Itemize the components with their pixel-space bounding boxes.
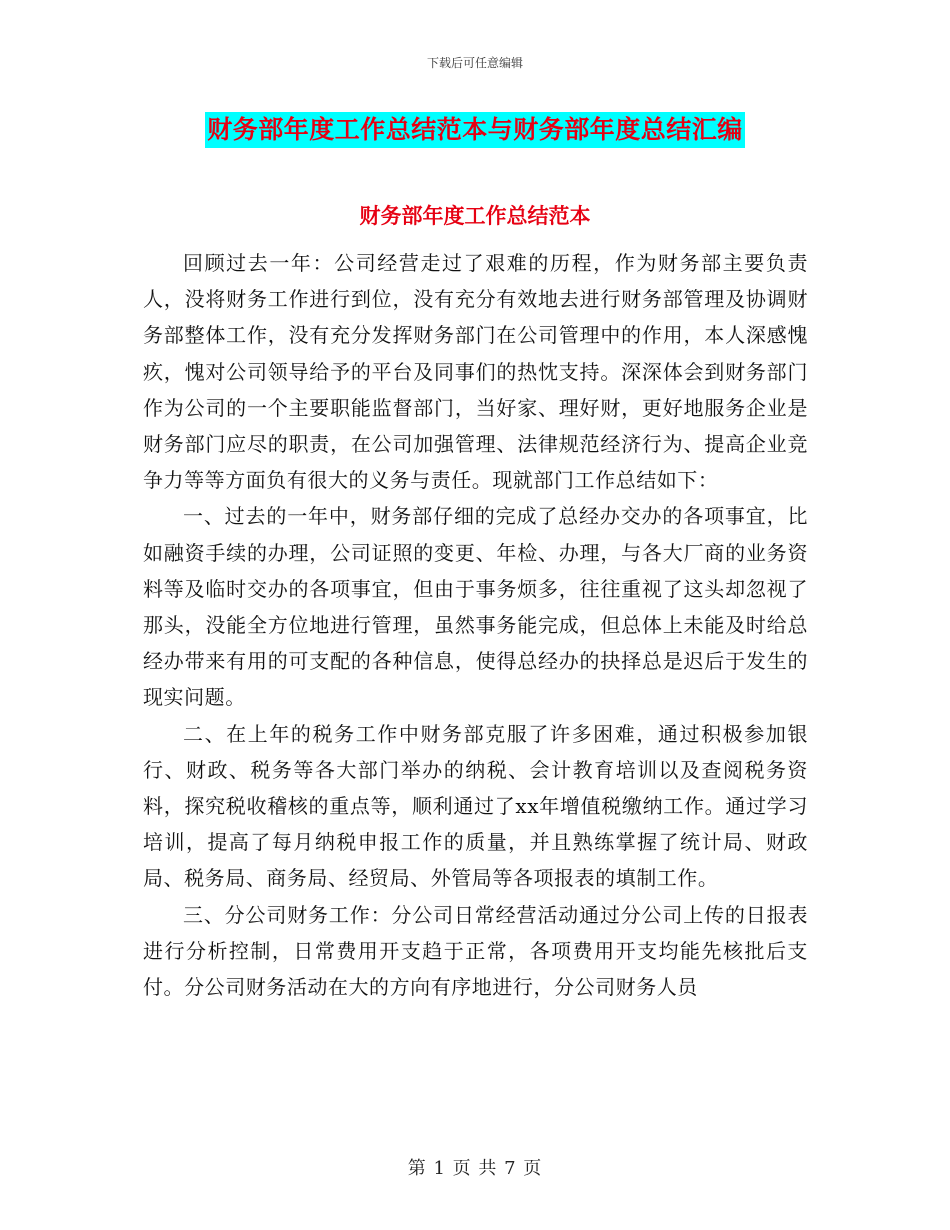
- paragraph-section-2: 二、在上年的税务工作中财务部克服了许多困难，通过积极参加银行、财政、税务等各大部门举办的纳税、会计教育培训以及查阅税务资料，探究税收稽核的重点等，顺利通过了xx年增值税缴纳工作。通过学习培训，提高了每月纳税申报工作的质量，并且熟练掌握了统计局、财政局、税务局、商务局、经贸局、外管局等各项报表的填制工作。: [143, 721, 808, 891]
- page-number-footer: 第 1 页 共 7 页: [407, 1158, 543, 1179]
- main-title: 财务部年度工作总结范本与财务部年度总结汇编: [205, 112, 745, 148]
- page-header-note: 下载后可任意编辑: [426, 56, 523, 70]
- paragraph-section-1: 一、过去的一年中，财务部仔细的完成了总经办交办的各项事宜，比如融资手续的办理，公司证照的变更、年检、办理，与各大厂商的业务资料等及临时交办的各项事宜，但由于事务烦多，往往重视了这头却忽视了那头，没能全方位地进行管理，虽然事务能完成，但总体上未能及时给总经办带来有用的可支配的各种信息，使得总经办的抉择总是迟后于发生的现实问题。: [143, 504, 808, 710]
- document-body: [143, 245, 808, 1005]
- paragraph-section-3: 三、分公司财务工作：分公司日常经营活动通过分公司上传的日报表进行分析控制，日常费用开支趋于正常，各项费用开支均能先核批后支付。分公司财务活动在大的方向有序地进行，分公司财务人员: [143, 902, 808, 1000]
- sub-title: 财务部年度工作总结范本: [359, 203, 591, 228]
- paragraph-intro: 回顾过去一年：公司经营走过了艰难的历程，作为财务部主要负责人，没将财务工作进行到位，没有充分有效地去进行财务部管理及协调财务部整体工作，没有充分发挥财务部门在公司管理中的作用，本人深感愧疚，愧对公司领导给予的平台及同事们的热忱支持。深深体会到财务部门作为公司的一个主要职能监督部门，当好家、理好财，更好地服务企业是财务部门应尽的职责，在公司加强管理、法律规范经济行为、提高企业竞争力等等方面负有很大的义务与责任。现就部门工作总结如下：: [143, 251, 808, 493]
- main-title-container: [0, 112, 950, 148]
